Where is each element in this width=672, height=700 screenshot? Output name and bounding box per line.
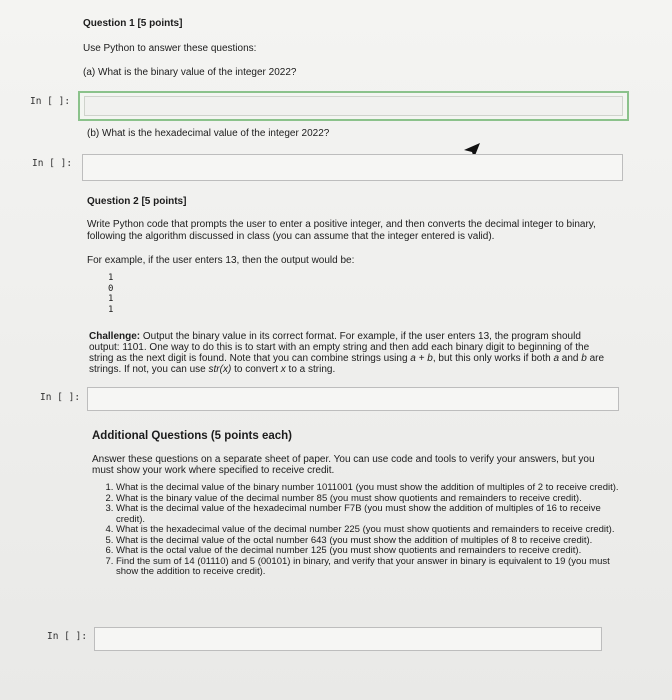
code-cell-input[interactable] [78, 91, 629, 121]
question-item: 2. What is the binary value of the decimal number 85 (you must show quotients and remainders to receive credit). [116, 494, 632, 505]
code-cell-input[interactable] [94, 627, 602, 651]
cell-prompt: In [ ]: [47, 631, 88, 642]
q2-title: Question 2 [5 points] [87, 196, 187, 207]
additional-title: Additional Questions (5 points each) [92, 430, 292, 442]
additional-intro: Answer these questions on a separate sheet of paper. You can use code and tools to verify your answers, but you must show your work where specified to receive credit. [92, 454, 595, 476]
question-item: 6. What is the octal value of the decimal number 125 (you must show quotients and remainders to receive credit). [116, 546, 632, 557]
output-line: 1 [108, 294, 114, 304]
q2-example: For example, if the user enters 13, then the output would be: [87, 255, 355, 266]
challenge-text: to a string. [285, 364, 336, 375]
q2-paragraph: Write Python code that prompts the user to enter a positive integer, and then converts the decimal integer to binary, following the algorithm discussed in class (you can assume that the integer entered is valid). [87, 219, 596, 242]
challenge-var: x [280, 364, 286, 375]
cell-prompt: In [ ]: [40, 392, 81, 403]
challenge-label: Challenge: [89, 331, 141, 342]
q1-part-a: (a) What is the binary value of the integer 2022? [83, 67, 297, 78]
q1-title: Question 1 [5 points] [83, 18, 183, 29]
question-item: 5. What is the decimal value of the octal number 643 (you must show the addition of multiples of 8 to receive credit). [116, 536, 632, 547]
question-item: 1. What is the decimal value of the binary number 1011001 (you must show the addition of multiples of 2 to receive credit). [116, 483, 632, 494]
challenge-func: str(x) [208, 364, 232, 375]
question-item: 4. What is the hexadecimal value of the decimal number 225 (you must show quotients and remainders to receive credit). [116, 525, 632, 536]
output-line: 1 [108, 273, 114, 283]
q1-intro: Use Python to answer these questions: [83, 43, 257, 54]
code-cell-input[interactable] [87, 387, 619, 411]
output-line: 0 [108, 283, 114, 294]
output-line: 1 [108, 304, 114, 315]
cell-prompt: In [ ]: [32, 158, 73, 169]
question-item: 3. What is the decimal value of the hexadecimal number F7B (you must show the addition of multiples of 16 to receive credit). [116, 504, 632, 525]
q1-part-b: (b) What is the hexadecimal value of the integer 2022? [87, 128, 330, 139]
challenge-var: b [581, 353, 587, 364]
cell-prompt: In [ ]: [30, 96, 71, 107]
code-cell-input[interactable] [82, 154, 623, 181]
challenge-text: are strings. If not, you can use [89, 353, 605, 375]
challenge-text: , but this only works if both [432, 353, 554, 364]
challenge-text: Output the binary value in its correct format. For example, if the user enters 13, the program should output: 1101. One way to do this is to start with an empty string and then add each binary digit to beginning of the string as the next digit is found. Note that you can combine strings using [89, 331, 590, 364]
challenge-expr: a + b [410, 353, 433, 364]
code-editor[interactable] [84, 96, 623, 116]
question-list [92, 483, 632, 578]
challenge-text: to convert [231, 364, 281, 375]
question-item: 7. Find the sum of 14 (01110) and 5 (00101) in binary, and verify that your answer in binary is equivalent to 19 (you must show the addition to receive credit). [116, 557, 632, 578]
q2-challenge [89, 331, 609, 375]
challenge-text: and [559, 353, 582, 364]
challenge-var: a [553, 353, 560, 364]
example-output [108, 273, 113, 315]
